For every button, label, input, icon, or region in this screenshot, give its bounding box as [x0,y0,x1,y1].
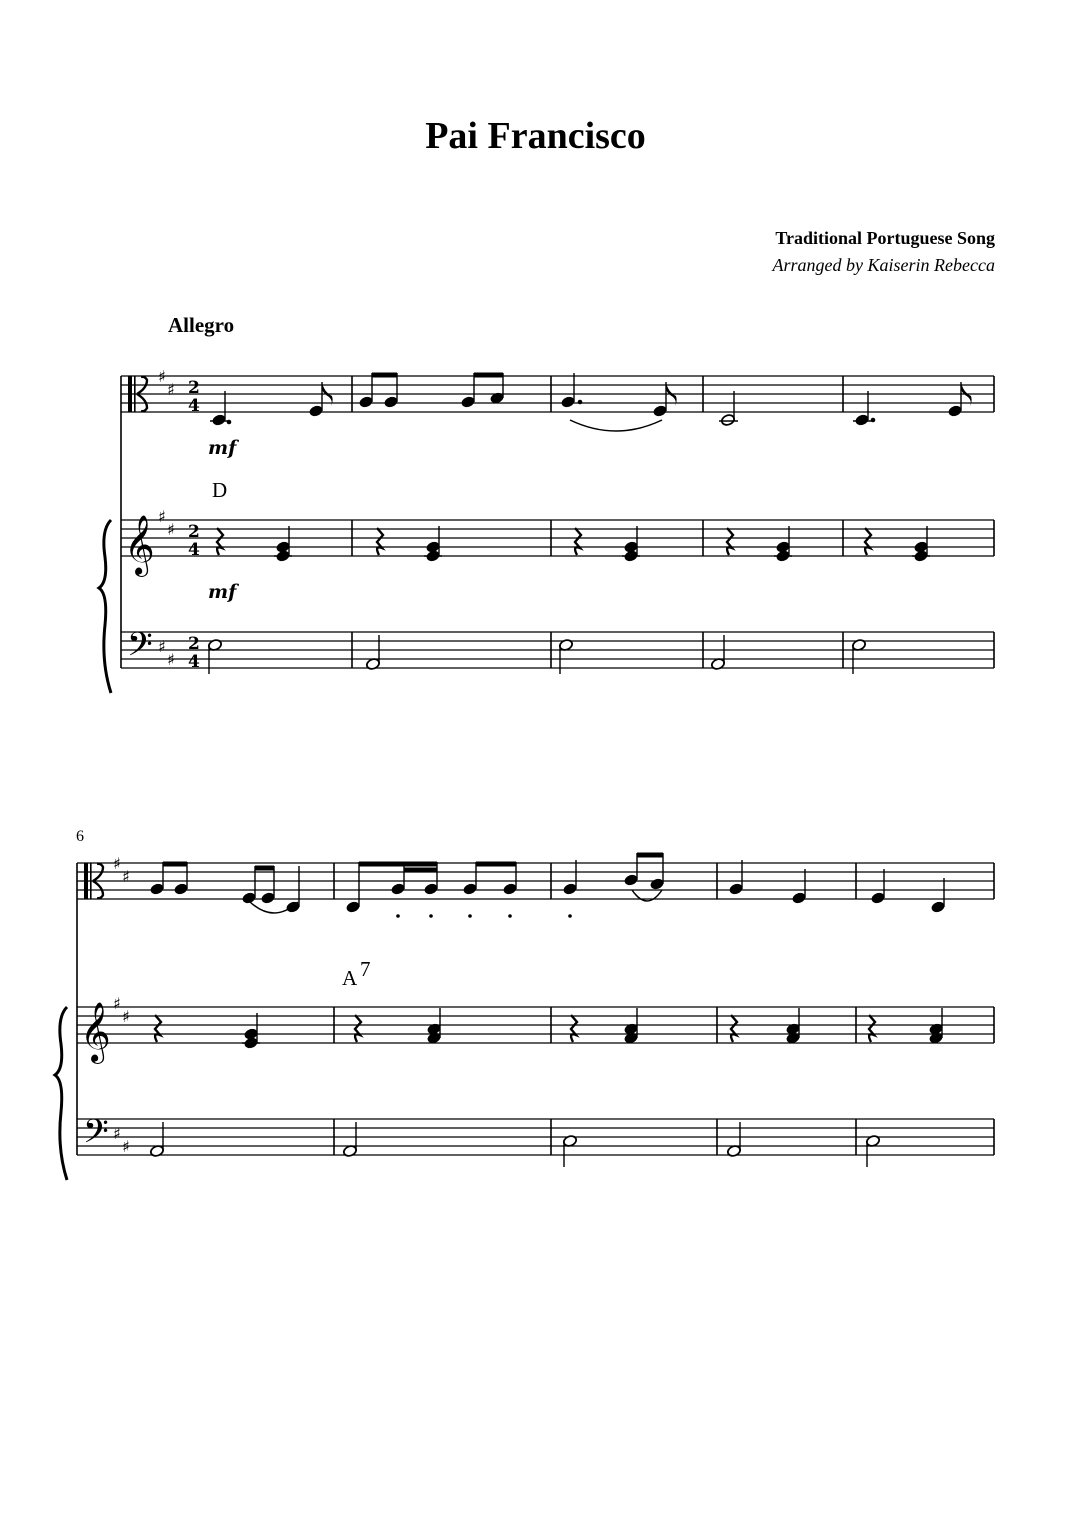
arranger-credit: Arranged by Kaiserin Rebecca [772,255,995,275]
piano-brace [99,520,111,693]
key-sharp: ♯ [158,367,166,386]
alto-clef [128,376,132,412]
key-sharp: ♯ [167,650,175,669]
staccato-dot [568,914,572,918]
notehead [150,883,165,896]
alto-clef-line [90,863,92,899]
notehead [384,396,399,409]
measure-number: 6 [76,828,84,845]
quarter-rest [727,528,733,555]
notehead [261,892,276,905]
page-title: Pai Francisco [425,115,646,157]
key-sharp: ♯ [122,867,130,886]
notehead [792,892,807,905]
notehead [931,901,946,914]
notehead [871,892,886,905]
notehead [653,405,668,418]
chord-symbol-extension: 7 [360,957,371,981]
eighth-flag [961,382,972,408]
notehead [309,405,324,418]
key-sharp: ♯ [122,1007,130,1026]
notehead [855,414,870,427]
notehead [242,892,257,905]
notehead [650,878,665,891]
notehead [391,883,406,896]
quarter-rest [155,1015,161,1042]
key-sharp: ♯ [113,854,121,873]
notehead [721,414,736,427]
eighth-flag [666,382,677,408]
staccato-dot [429,914,433,918]
bass-clef: 𝄢 [83,1113,109,1159]
quarter-rest [571,1015,577,1042]
staccato-dot [468,914,472,918]
quarter-rest [217,528,223,555]
time-signature-numerator: 2 [188,634,200,654]
key-sharp: ♯ [158,637,166,656]
key-sharp: ♯ [167,520,175,539]
chord-symbol: D [212,478,228,502]
notehead [624,874,639,887]
quarter-rest [865,528,871,555]
staccato-dot [396,914,400,918]
time-signature-denominator: 4 [188,540,200,560]
treble-clef: 𝄞 [124,515,155,575]
piano-brace [55,1007,67,1180]
staccato-dot [508,914,512,918]
augmentation-dot [578,400,583,405]
quarter-rest [355,1015,361,1042]
dynamic-mf-viola: mf [208,437,237,459]
notehead [212,414,227,427]
notehead [729,883,744,896]
notehead [948,405,963,418]
quarter-rest [575,528,581,555]
notehead [346,901,361,914]
time-signature-numerator: 2 [188,378,200,398]
time-signature-numerator: 2 [188,522,200,542]
notehead [503,883,518,896]
key-sharp: ♯ [113,1124,121,1143]
alto-clef-line [134,376,136,412]
eighth-flag [322,382,333,408]
key-sharp: ♯ [167,380,175,399]
time-signature-denominator: 4 [188,396,200,416]
chord-symbol-root: A [342,966,358,990]
quarter-rest [731,1015,737,1042]
slur [570,420,662,431]
notehead [561,396,576,409]
notehead [424,883,439,896]
treble-clef: 𝄞 [80,1002,111,1062]
composer-credit: Traditional Portuguese Song [775,228,995,248]
tempo-marking: Allegro [168,313,235,337]
quarter-rest [869,1015,875,1042]
notehead [563,883,578,896]
key-sharp: ♯ [158,507,166,526]
time-signature-denominator: 4 [188,652,200,672]
quarter-rest [377,528,383,555]
notehead [463,883,478,896]
dynamic-mf-piano: mf [208,581,237,603]
key-sharp: ♯ [122,1137,130,1156]
alto-clef [84,863,88,899]
notehead [174,883,189,896]
bass-clef: 𝄢 [127,626,153,672]
notehead [461,396,476,409]
notehead [359,396,374,409]
key-sharp: ♯ [113,994,121,1013]
